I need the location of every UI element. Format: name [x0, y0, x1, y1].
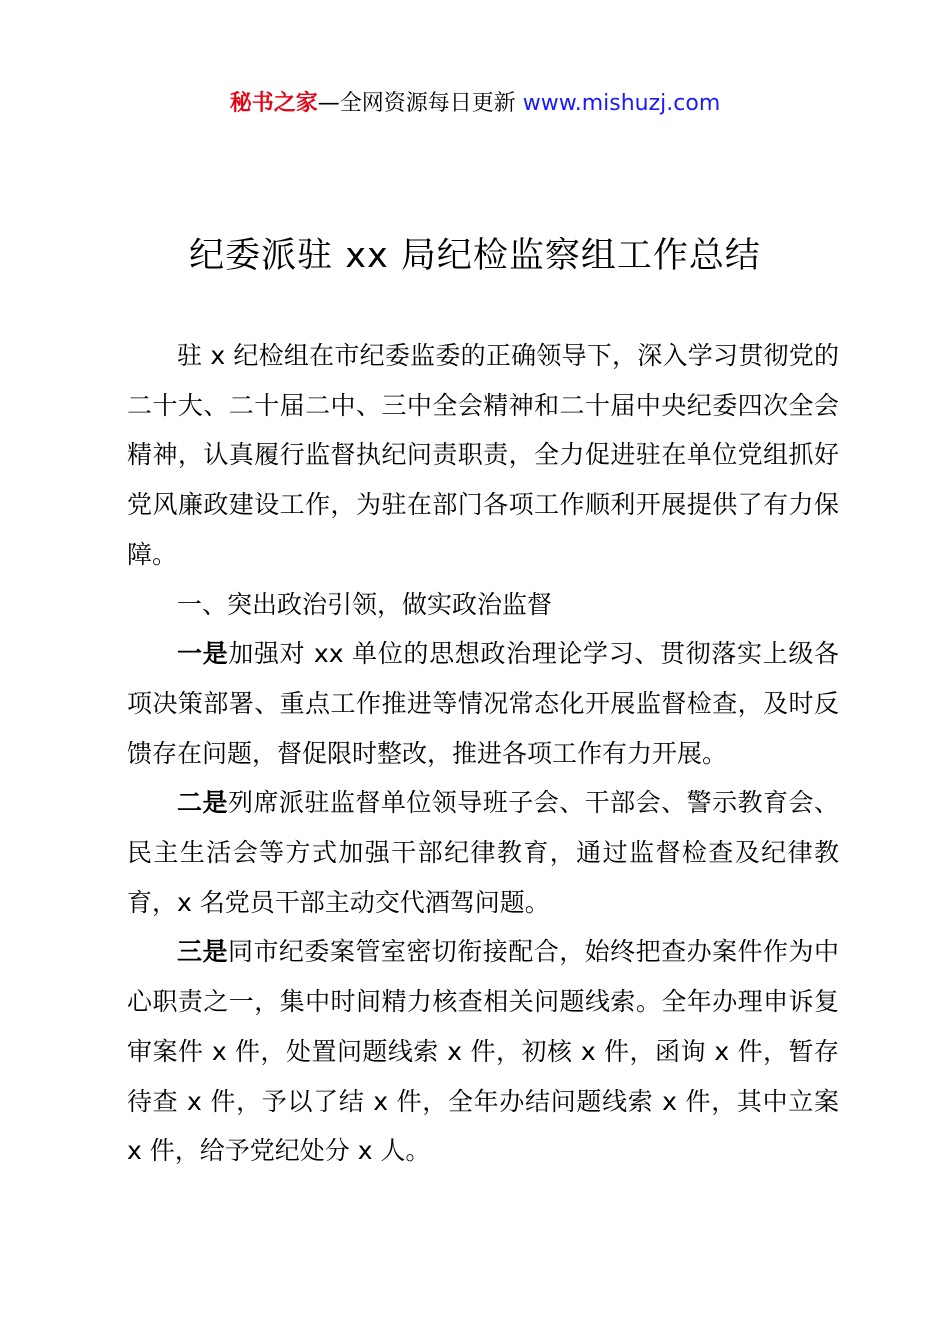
item-lead: 三是	[177, 937, 228, 967]
item-lead: 一是	[177, 639, 229, 669]
item-text: 加强对 xx 单位的思想政治理论学习、贯彻落实上级各项决策部署、重点工作推进等情况常态化开展监督检查，及时反馈存在问题，督促限时整改，推进各项工作有力开展。	[127, 639, 839, 768]
site-tagline: —全网资源每日更新	[317, 91, 523, 116]
site-url-link[interactable]: www.mishuzj.com	[522, 91, 721, 116]
list-item	[127, 927, 839, 1176]
list-item	[127, 778, 839, 927]
item-text: 列席派驻监督单位领导班子会、干部会、警示教育会、民主生活会等方式加强干部纪律教育，通过监督检查及纪律教育，x 名党员干部主动交代酒驾问题。	[127, 788, 839, 917]
brand-name: 秘书之家	[229, 91, 318, 116]
list-item	[127, 629, 839, 778]
document-title: 纪委派驻 xx 局纪检监察组工作总结	[189, 236, 761, 276]
item-lead: 二是	[177, 788, 228, 818]
document-body	[127, 331, 839, 1176]
section-heading: 一、突出政治引领，做实政治监督	[177, 589, 553, 619]
intro-paragraph: 驻 x 纪检组在市纪委监委的正确领导下，深入学习贯彻党的二十大、二十届二中、三中全会精神和二十届中央纪委四次全会精神，认真履行监督执纪问责职责，全力促进驻在单位党组抓好党风廉政建设工作，为驻在部门各项工作顺利开展提供了有力保障。	[127, 341, 839, 569]
site-header	[0, 88, 950, 120]
item-text: 同市纪委案管室密切衔接配合，始终把查办案件作为中心职责之一，集中时间精力核查相关问题线索。全年办理申诉复审案件 x 件，处置问题线索 x 件，初核 x 件，函询 x 件，暂存待查 x 件，予以了结 x 件，全年办结问题线索 x 件，其中立案 x 件，给予党纪处分 x 人。	[127, 937, 839, 1166]
